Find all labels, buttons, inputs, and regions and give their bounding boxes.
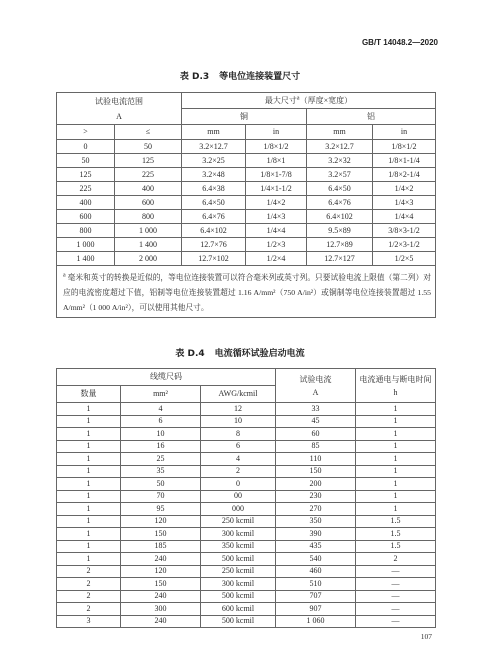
table-row — [57, 403, 436, 416]
cell-aluminum-in: 1/8×1/2 — [373, 140, 436, 154]
cell-quantity: 1 — [57, 403, 121, 416]
table-row — [57, 196, 436, 210]
cell-awg-kcmil: 6 — [201, 440, 276, 453]
cell-test-current: 85 — [276, 440, 356, 453]
table-row — [57, 603, 436, 616]
table-d3-footnote — [57, 266, 436, 318]
cell-range-min: 50 — [57, 154, 115, 168]
max-size-label: 最大尺寸 — [264, 95, 297, 105]
cell-test-current: 60 — [276, 428, 356, 441]
cell-range-min: 225 — [57, 182, 115, 196]
cell-copper-mm: 6.4×38 — [182, 182, 246, 196]
test-current-range-header — [57, 93, 182, 125]
range-max-header: ≤ — [115, 125, 182, 140]
cell-cross-section-mm2: 120 — [121, 515, 201, 528]
cell-quantity: 1 — [57, 415, 121, 428]
table-row — [57, 182, 436, 196]
max-size-footnote-mark: a — [296, 94, 300, 101]
cell-awg-kcmil: 000 — [201, 503, 276, 516]
cell-quantity: 1 — [57, 515, 121, 528]
cell-cross-section-mm2: 25 — [121, 453, 201, 466]
table-d3-number: 表 D.3 — [179, 72, 210, 82]
table-row — [57, 578, 436, 591]
cell-test-current: 110 — [276, 453, 356, 466]
table-row — [57, 515, 436, 528]
cell-awg-kcmil: 00 — [201, 490, 276, 503]
cell-awg-kcmil: 8 — [201, 428, 276, 441]
cell-range-max: 800 — [115, 210, 182, 224]
cell-quantity: 1 — [57, 528, 121, 541]
table-d4-body — [57, 403, 436, 628]
page-number: 107 — [420, 632, 432, 641]
cell-range-min: 400 — [57, 196, 115, 210]
cell-copper-mm: 3.2×12.7 — [182, 140, 246, 154]
cell-on-off-time: — — [356, 590, 436, 603]
cell-awg-kcmil: 600 kcmil — [201, 603, 276, 616]
cell-quantity: 2 — [57, 565, 121, 578]
table-d3-caption — [0, 72, 480, 82]
cell-awg-kcmil: 300 kcmil — [201, 528, 276, 541]
max-size-header — [182, 93, 436, 109]
cell-cross-section-mm2: 120 — [121, 565, 201, 578]
cell-range-min: 0 — [57, 140, 115, 154]
cell-range-min: 1 400 — [57, 252, 115, 266]
cell-copper-in: 1/8×1 — [246, 154, 307, 168]
cell-test-current: 270 — [276, 503, 356, 516]
table-row — [57, 154, 436, 168]
cell-aluminum-in: 1/4×4 — [373, 210, 436, 224]
cell-awg-kcmil: 12 — [201, 403, 276, 416]
on-off-time-label: 电流通电与断电时间 — [359, 374, 432, 384]
cell-copper-mm: 12.7×102 — [182, 252, 246, 266]
cell-quantity: 2 — [57, 603, 121, 616]
table-row — [57, 615, 436, 628]
cell-cross-section-mm2: 95 — [121, 503, 201, 516]
test-current-header — [276, 369, 356, 403]
cell-on-off-time: 1 — [356, 453, 436, 466]
cell-awg-kcmil: 10 — [201, 415, 276, 428]
cell-quantity: 1 — [57, 465, 121, 478]
table-row — [57, 565, 436, 578]
cell-cross-section-mm2: 6 — [121, 415, 201, 428]
cell-cross-section-mm2: 4 — [121, 403, 201, 416]
cell-copper-in: 1/8×1-7/8 — [246, 168, 307, 182]
cell-awg-kcmil: 500 kcmil — [201, 553, 276, 566]
table-d4-number: 表 D.4 — [175, 349, 205, 359]
cell-on-off-time: 1.5 — [356, 515, 436, 528]
range-min-header: > — [57, 125, 115, 140]
quantity-header: 数量 — [57, 386, 121, 403]
aluminum-mm-header: mm — [307, 125, 373, 140]
cell-copper-in: 1/4×4 — [246, 224, 307, 238]
cell-copper-in: 1/4×3 — [246, 210, 307, 224]
cell-awg-kcmil: 300 kcmil — [201, 578, 276, 591]
cell-awg-kcmil: 2 — [201, 465, 276, 478]
table-row — [57, 478, 436, 491]
cell-cross-section-mm2: 35 — [121, 465, 201, 478]
on-off-time-unit: h — [393, 387, 398, 397]
cell-on-off-time: 1.5 — [356, 540, 436, 553]
cell-copper-mm: 6.4×102 — [182, 224, 246, 238]
table-d3 — [56, 92, 436, 318]
max-size-description: （厚度×宽度） — [299, 95, 353, 105]
table-row — [57, 140, 436, 154]
cell-test-current: 435 — [276, 540, 356, 553]
cell-on-off-time: — — [356, 578, 436, 591]
aluminum-header: 铝 — [307, 109, 436, 125]
cell-test-current: 390 — [276, 528, 356, 541]
cell-cross-section-mm2: 50 — [121, 478, 201, 491]
cell-copper-mm: 3.2×25 — [182, 154, 246, 168]
cell-on-off-time: 1 — [356, 440, 436, 453]
cell-test-current: 460 — [276, 565, 356, 578]
cell-range-max: 125 — [115, 154, 182, 168]
cell-copper-mm: 12.7×76 — [182, 238, 246, 252]
cell-copper-mm: 6.4×50 — [182, 196, 246, 210]
table-row — [57, 238, 436, 252]
cell-quantity: 1 — [57, 428, 121, 441]
cell-on-off-time: — — [356, 615, 436, 628]
cell-quantity: 1 — [57, 503, 121, 516]
table-row — [57, 540, 436, 553]
cell-aluminum-in: 1/2×3-1/2 — [373, 238, 436, 252]
cell-awg-kcmil: 250 kcmil — [201, 565, 276, 578]
table-d4 — [56, 368, 436, 628]
table-row — [57, 503, 436, 516]
cell-range-min: 600 — [57, 210, 115, 224]
cell-copper-in: 1/2×4 — [246, 252, 307, 266]
cell-aluminum-in: 1/4×3 — [373, 196, 436, 210]
cell-range-max: 225 — [115, 168, 182, 182]
cell-awg-kcmil: 250 kcmil — [201, 515, 276, 528]
cell-range-max: 1 000 — [115, 224, 182, 238]
cable-size-header: 线缆尺码 — [57, 369, 276, 386]
cell-on-off-time: 1 — [356, 490, 436, 503]
cell-aluminum-mm: 6.4×102 — [307, 210, 373, 224]
cell-quantity: 2 — [57, 590, 121, 603]
cell-test-current: 200 — [276, 478, 356, 491]
table-d3-body — [57, 140, 436, 266]
table-row — [57, 490, 436, 503]
cell-copper-mm: 3.2×48 — [182, 168, 246, 182]
cell-on-off-time: — — [356, 603, 436, 616]
table-row — [57, 465, 436, 478]
test-current-label: 试验电流 — [299, 374, 332, 384]
cell-on-off-time: 1 — [356, 465, 436, 478]
cell-copper-in: 1/4×2 — [246, 196, 307, 210]
cell-range-max: 50 — [115, 140, 182, 154]
cell-quantity: 1 — [57, 490, 121, 503]
cell-test-current: 33 — [276, 403, 356, 416]
test-current-range-unit: A — [116, 111, 122, 121]
copper-in-header: in — [246, 125, 307, 140]
standard-code-header: GB/T 14048.2—2020 — [361, 38, 438, 47]
on-off-time-header — [356, 369, 436, 403]
table-row — [57, 528, 436, 541]
cell-awg-kcmil: 500 kcmil — [201, 590, 276, 603]
cell-awg-kcmil: 350 kcmil — [201, 540, 276, 553]
table-row — [57, 453, 436, 466]
cell-on-off-time: 1 — [356, 503, 436, 516]
cell-range-max: 2 000 — [115, 252, 182, 266]
cell-on-off-time: 1 — [356, 415, 436, 428]
aluminum-in-header: in — [373, 125, 436, 140]
cell-aluminum-mm: 3.2×57 — [307, 168, 373, 182]
cell-on-off-time: 1 — [356, 478, 436, 491]
cell-quantity: 2 — [57, 578, 121, 591]
cell-range-max: 400 — [115, 182, 182, 196]
cell-on-off-time: — — [356, 565, 436, 578]
table-row — [57, 553, 436, 566]
table-d3-title: 等电位连接装置尺寸 — [219, 72, 301, 82]
cell-cross-section-mm2: 240 — [121, 553, 201, 566]
cell-test-current: 350 — [276, 515, 356, 528]
cell-range-max: 1 400 — [115, 238, 182, 252]
cell-aluminum-mm: 12.7×89 — [307, 238, 373, 252]
cell-cross-section-mm2: 150 — [121, 528, 201, 541]
cell-test-current: 1 060 — [276, 615, 356, 628]
cell-quantity: 1 — [57, 540, 121, 553]
cell-aluminum-in: 1/2×5 — [373, 252, 436, 266]
cell-range-min: 800 — [57, 224, 115, 238]
cell-cross-section-mm2: 16 — [121, 440, 201, 453]
cell-aluminum-in: 1/4×2 — [373, 182, 436, 196]
cell-test-current: 707 — [276, 590, 356, 603]
cell-on-off-time: 2 — [356, 553, 436, 566]
cell-aluminum-mm: 12.7×127 — [307, 252, 373, 266]
cell-range-max: 600 — [115, 196, 182, 210]
copper-mm-header: mm — [182, 125, 246, 140]
cell-test-current: 230 — [276, 490, 356, 503]
table-row — [57, 168, 436, 182]
cell-aluminum-in: 3/8×3-1/2 — [373, 224, 436, 238]
table-d4-caption — [0, 349, 480, 359]
cell-test-current: 150 — [276, 465, 356, 478]
cell-aluminum-mm: 6.4×76 — [307, 196, 373, 210]
table-row — [57, 590, 436, 603]
cell-aluminum-mm: 3.2×32 — [307, 154, 373, 168]
cell-on-off-time: 1 — [356, 428, 436, 441]
cell-cross-section-mm2: 240 — [121, 590, 201, 603]
cell-awg-kcmil: 500 kcmil — [201, 615, 276, 628]
cell-aluminum-mm: 9.5×89 — [307, 224, 373, 238]
cell-aluminum-in: 1/8×1-1/4 — [373, 154, 436, 168]
cell-aluminum-mm: 3.2×12.7 — [307, 140, 373, 154]
cell-range-min: 1 000 — [57, 238, 115, 252]
table-row — [57, 224, 436, 238]
table-row — [57, 440, 436, 453]
cross-section-header: mm² — [121, 386, 201, 403]
cell-test-current: 540 — [276, 553, 356, 566]
test-current-range-label: 试验电流范围 — [95, 96, 143, 106]
cell-copper-in: 1/2×3 — [246, 238, 307, 252]
awg-kcmil-header: AWG/kcmil — [201, 386, 276, 403]
cell-test-current: 510 — [276, 578, 356, 591]
cell-cross-section-mm2: 10 — [121, 428, 201, 441]
cell-quantity: 1 — [57, 440, 121, 453]
cell-cross-section-mm2: 240 — [121, 615, 201, 628]
cell-aluminum-in: 1/8×2-1/4 — [373, 168, 436, 182]
cell-cross-section-mm2: 70 — [121, 490, 201, 503]
cell-copper-in: 1/8×1/2 — [246, 140, 307, 154]
cell-copper-in: 1/4×1-1/2 — [246, 182, 307, 196]
cell-awg-kcmil: 4 — [201, 453, 276, 466]
table-row — [57, 428, 436, 441]
cell-range-min: 125 — [57, 168, 115, 182]
cell-test-current: 45 — [276, 415, 356, 428]
cell-quantity: 3 — [57, 615, 121, 628]
copper-header: 铜 — [182, 109, 307, 125]
cell-on-off-time: 1.5 — [356, 528, 436, 541]
cell-cross-section-mm2: 300 — [121, 603, 201, 616]
cell-copper-mm: 6.4×76 — [182, 210, 246, 224]
cell-cross-section-mm2: 150 — [121, 578, 201, 591]
table-row — [57, 252, 436, 266]
cell-awg-kcmil: 0 — [201, 478, 276, 491]
cell-quantity: 1 — [57, 553, 121, 566]
cell-cross-section-mm2: 185 — [121, 540, 201, 553]
cell-on-off-time: 1 — [356, 403, 436, 416]
table-row — [57, 210, 436, 224]
footnote-mark: a — [63, 272, 66, 279]
cell-quantity: 1 — [57, 453, 121, 466]
cell-aluminum-mm: 6.4×50 — [307, 182, 373, 196]
test-current-unit: A — [312, 387, 319, 397]
cell-quantity: 1 — [57, 478, 121, 491]
table-row — [57, 415, 436, 428]
cell-test-current: 907 — [276, 603, 356, 616]
footnote-text: 毫米和英寸的转换是近似的，等电位连接装置可以符合毫米列或英寸列。只要试验电流上限值（第二列）对应的电流密度超过下值，铝制等电位连接装置超过 1.16 A/mm²（750 A/in²）或铜制等电位连接装置超过 1.55 A/mm²（1 000 A/in²），可以使用其他尺寸。 — [63, 273, 431, 312]
table-d4-title: 电流循环试验启动电流 — [214, 349, 305, 359]
